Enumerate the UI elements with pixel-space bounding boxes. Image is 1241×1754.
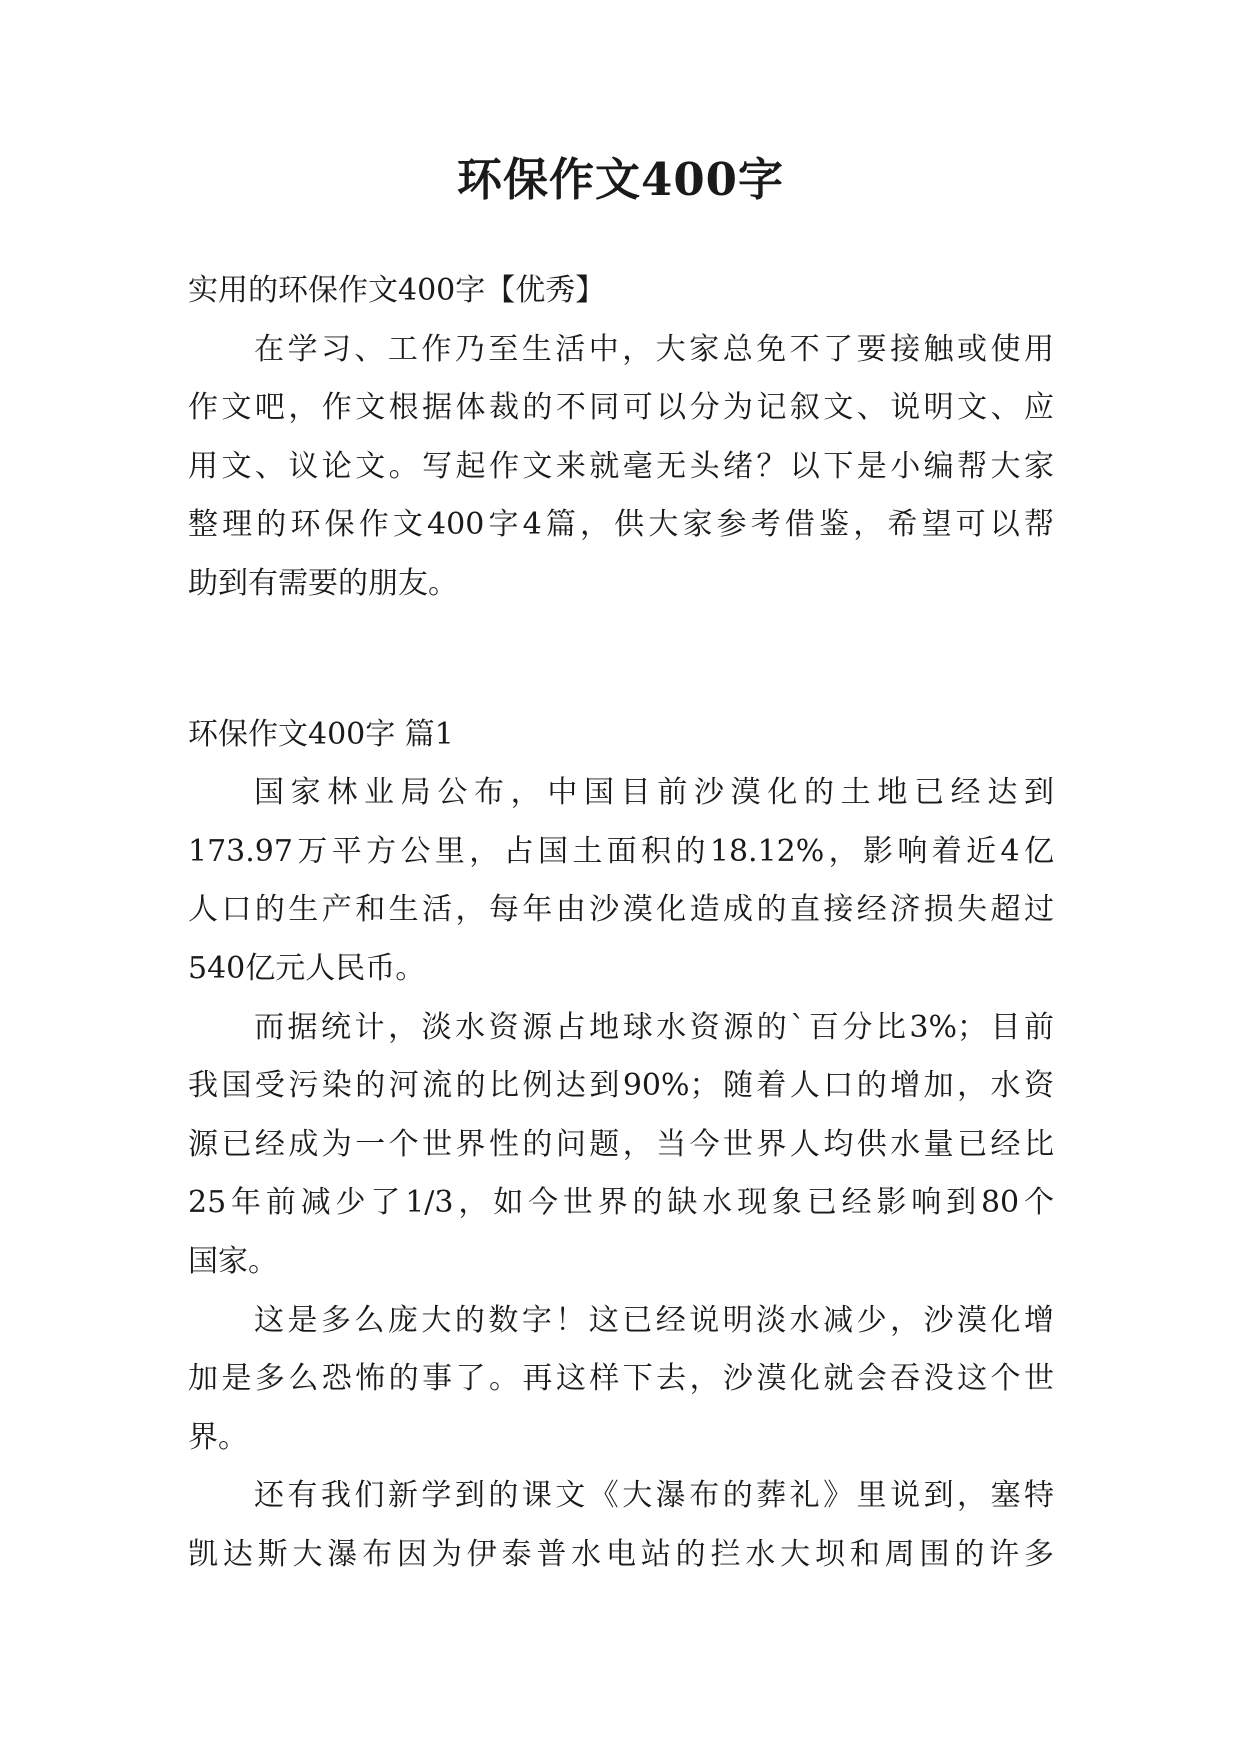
text-line: 173.97万平方公里，占国土面积的18.12%，影响着近4亿 <box>188 833 1054 869</box>
text-line: 在学习、工作乃至生活中，大家总免不了要接触或使用 <box>254 331 1054 367</box>
text-line: 我国受污染的河流的比例达到90%；随着人口的增加，水资 <box>188 1068 1054 1104</box>
section-heading: 环保作文400字 篇1 <box>188 716 454 752</box>
text-line: 人口的生产和生活，每年由沙漠化造成的直接经济损失超过 <box>188 892 1054 928</box>
text-line: 加是多么恐怖的事了。再这样下去，沙漠化就会吞没这个世 <box>188 1361 1054 1397</box>
text-line: 这是多么庞大的数字！这已经说明淡水减少，沙漠化增 <box>254 1302 1054 1338</box>
text-line: 用文、议论文。写起作文来就毫无头绪？以下是小编帮大家 <box>188 448 1054 484</box>
document-subtitle: 实用的环保作文400字【优秀】 <box>188 273 606 308</box>
text-line: 整理的环保作文400字4篇，供大家参考借鉴，希望可以帮 <box>188 507 1054 543</box>
document-title: 环保作文400字 <box>457 153 784 206</box>
text-line: 还有我们新学到的课文《大瀑布的葬礼》里说到，塞特 <box>254 1478 1054 1514</box>
section-spacer <box>188 614 1054 706</box>
text-line: 25年前减少了1/3，如今世界的缺水现象已经影响到80个 <box>188 1185 1054 1221</box>
text-line: 而据统计，淡水资源占地球水资源的`百分比3%；目前 <box>254 1009 1054 1045</box>
text-line: 作文吧，作文根据体裁的不同可以分为记叙文、说明文、应 <box>188 390 1054 426</box>
text-line: 国家。 <box>188 1243 278 1279</box>
text-line: 助到有需要的朋友。 <box>188 565 458 601</box>
text-line: 凯达斯大瀑布因为伊泰普水电站的拦水大坝和周围的许多 <box>188 1536 1054 1572</box>
text-line: 540亿元人民币。 <box>188 950 426 986</box>
paragraph-4 <box>188 1467 1054 1584</box>
text-line: 国家林业局公布，中国目前沙漠化的土地已经达到 <box>254 775 1054 811</box>
text-line: 源已经成为一个世界性的问题，当今世界人均供水量已经比 <box>188 1126 1054 1162</box>
paragraph-3 <box>188 1292 1054 1468</box>
paragraph-2 <box>188 999 1054 1292</box>
paragraph-1 <box>188 764 1054 998</box>
document-body <box>188 262 1054 1584</box>
intro-paragraph <box>188 321 1054 614</box>
text-line: 界。 <box>188 1419 248 1455</box>
